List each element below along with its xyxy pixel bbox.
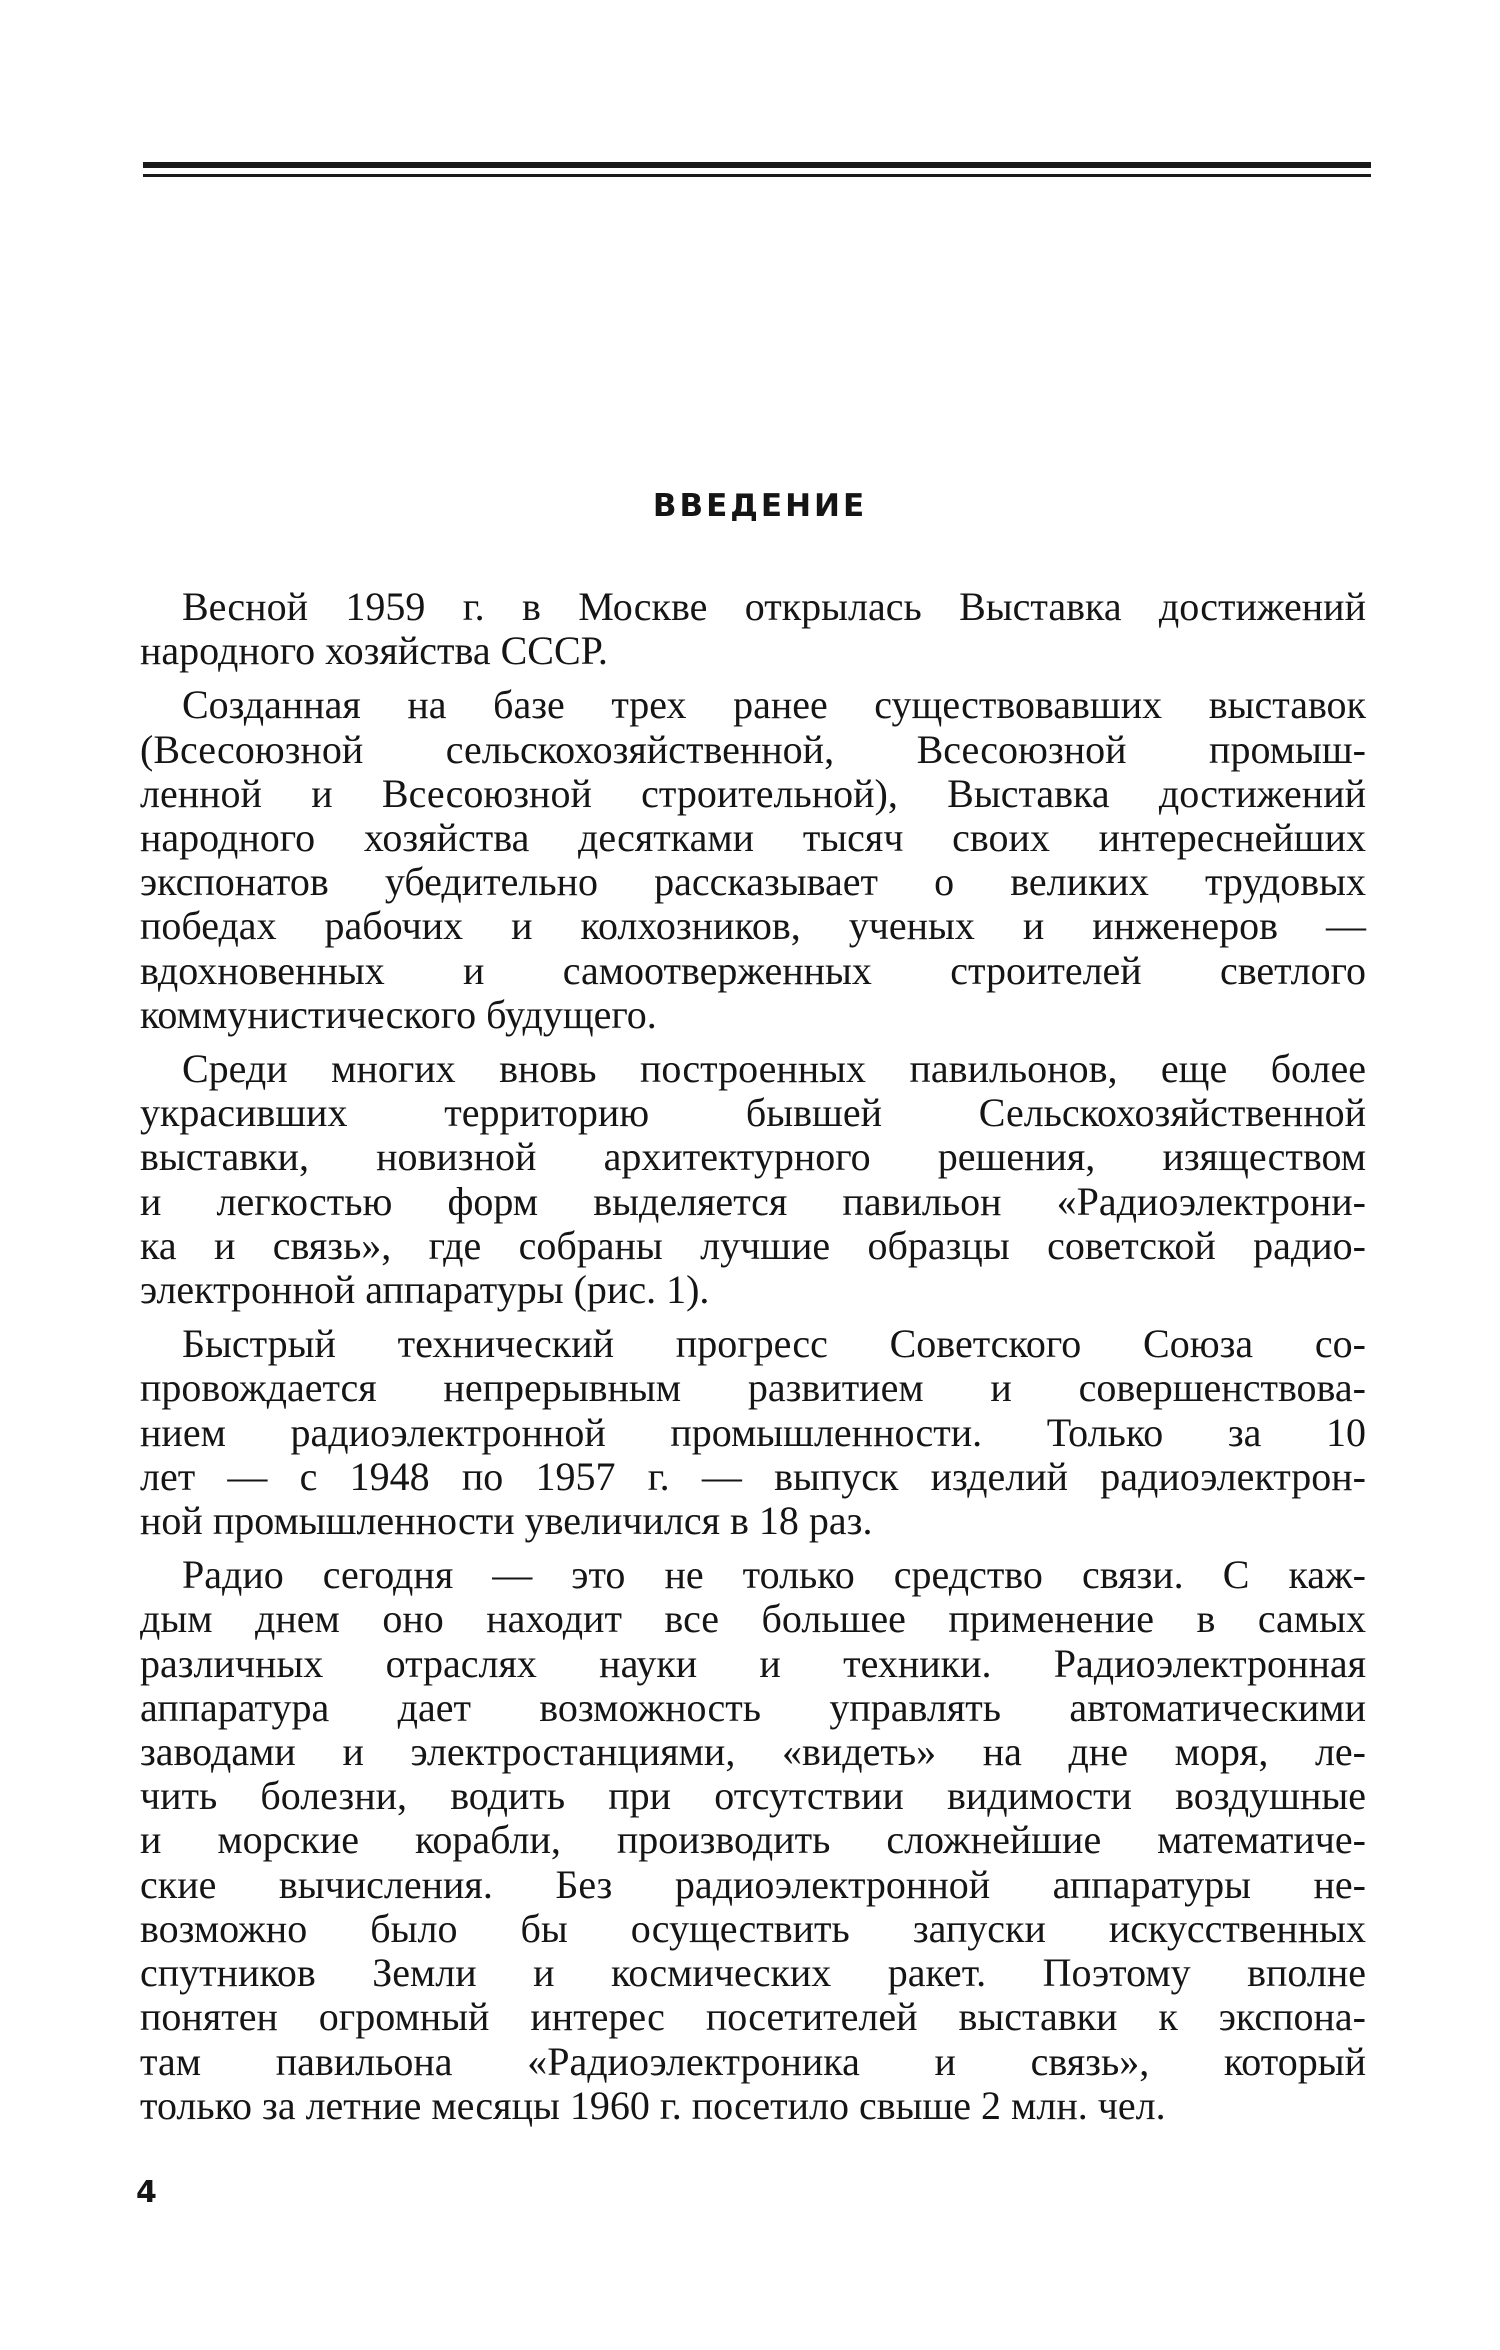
text-line: коммунистического будущего.	[140, 991, 657, 1037]
text-line: победах рабочих и колхозников, ученых и инженеров —	[140, 903, 1366, 949]
paragraph	[140, 1047, 1366, 1312]
text-line: заводами и электростанциями, «видеть» на дне моря, ле-	[140, 1729, 1366, 1775]
text-line: Быстрый технический прогресс Советского Союза со-	[182, 1321, 1366, 1367]
text-line: провождается непрерывным развитием и совершенствова-	[140, 1365, 1366, 1411]
text-line: (Всесоюзной сельскохозяйственной, Всесоюзной промыш-	[140, 726, 1366, 772]
text-line: народного хозяйства СССР.	[140, 628, 608, 674]
text-line: выставки, новизной архитектурного решения, изяществом	[140, 1134, 1366, 1180]
paragraph	[140, 683, 1366, 1037]
text-line: Весной 1959 г. в Москве открылась Выставка достижений	[182, 584, 1366, 629]
text-line: понятен огромный интерес посетителей выставки к экспона-	[140, 1994, 1366, 2040]
text-line: дым днем оно находит все большее применение в самых	[140, 1596, 1366, 1642]
text-line: возможно было бы осуществить запуски искусственных	[140, 1905, 1366, 1951]
paragraph	[140, 585, 1366, 673]
text-line: лет — с 1948 по 1957 г. — выпуск изделий радиоэлектрон-	[140, 1453, 1366, 1499]
header-rule-thick	[143, 162, 1371, 168]
text-line: различных отраслях науки и техники. Радиоэлектронная	[140, 1640, 1366, 1686]
text-line: ские вычисления. Без радиоэлектронной аппаратуры не-	[140, 1861, 1366, 1907]
text-line: Радио сегодня — это не только средство связи. С каж-	[182, 1552, 1366, 1598]
text-line: украсивших территорию бывшей Сельскохозяйственной	[140, 1090, 1366, 1136]
text-line: только за летние месяцы 1960 г. посетило свыше 2 млн. чел.	[140, 2082, 1166, 2128]
text-line: Созданная на базе трех ранее существовавших выставок	[182, 682, 1366, 728]
text-line: нием радиоэлектронной промышленности. Только за 10	[140, 1409, 1366, 1455]
text-line: экспонатов убедительно рассказывает о великих трудовых	[140, 859, 1366, 905]
text-line: электронной аппаратуры (рис. 1).	[140, 1267, 710, 1313]
chapter-heading: ВВЕДЕНИЕ	[652, 488, 868, 524]
text-line: аппаратура дает возможность управлять автоматическими	[140, 1684, 1366, 1730]
text-line: спутников Земли и космических ракет. Поэтому вполне	[140, 1950, 1366, 1996]
paragraph	[140, 1322, 1366, 1543]
text-line: и легкостью форм выделяется павильон «Радиоэлектрони-	[140, 1178, 1366, 1224]
header-rule-thin	[143, 174, 1371, 177]
text-line: народного хозяйства десятками тысяч своих интереснейших	[140, 815, 1366, 861]
text-line: ленной и Всесоюзной строительной), Выставка достижений	[140, 770, 1366, 816]
text-line: там павильона «Радиоэлектроника и связь», который	[140, 2038, 1366, 2084]
text-line: ка и связь», где собраны лучшие образцы советской радио-	[140, 1222, 1366, 1268]
page-number: 4	[136, 2175, 157, 2210]
text-line: Среди многих вновь построенных павильонов, еще более	[182, 1046, 1366, 1092]
body-text	[140, 585, 1366, 2138]
text-line: ной промышленности увеличился в 18 раз.	[140, 1498, 873, 1544]
text-line: чить болезни, водить при отсутствии видимости воздушные	[140, 1773, 1366, 1819]
text-line: и морские корабли, производить сложнейшие математиче-	[140, 1817, 1366, 1863]
text-line: вдохновенных и самоотверженных строителей светлого	[140, 947, 1366, 993]
paragraph	[140, 1553, 1366, 2128]
